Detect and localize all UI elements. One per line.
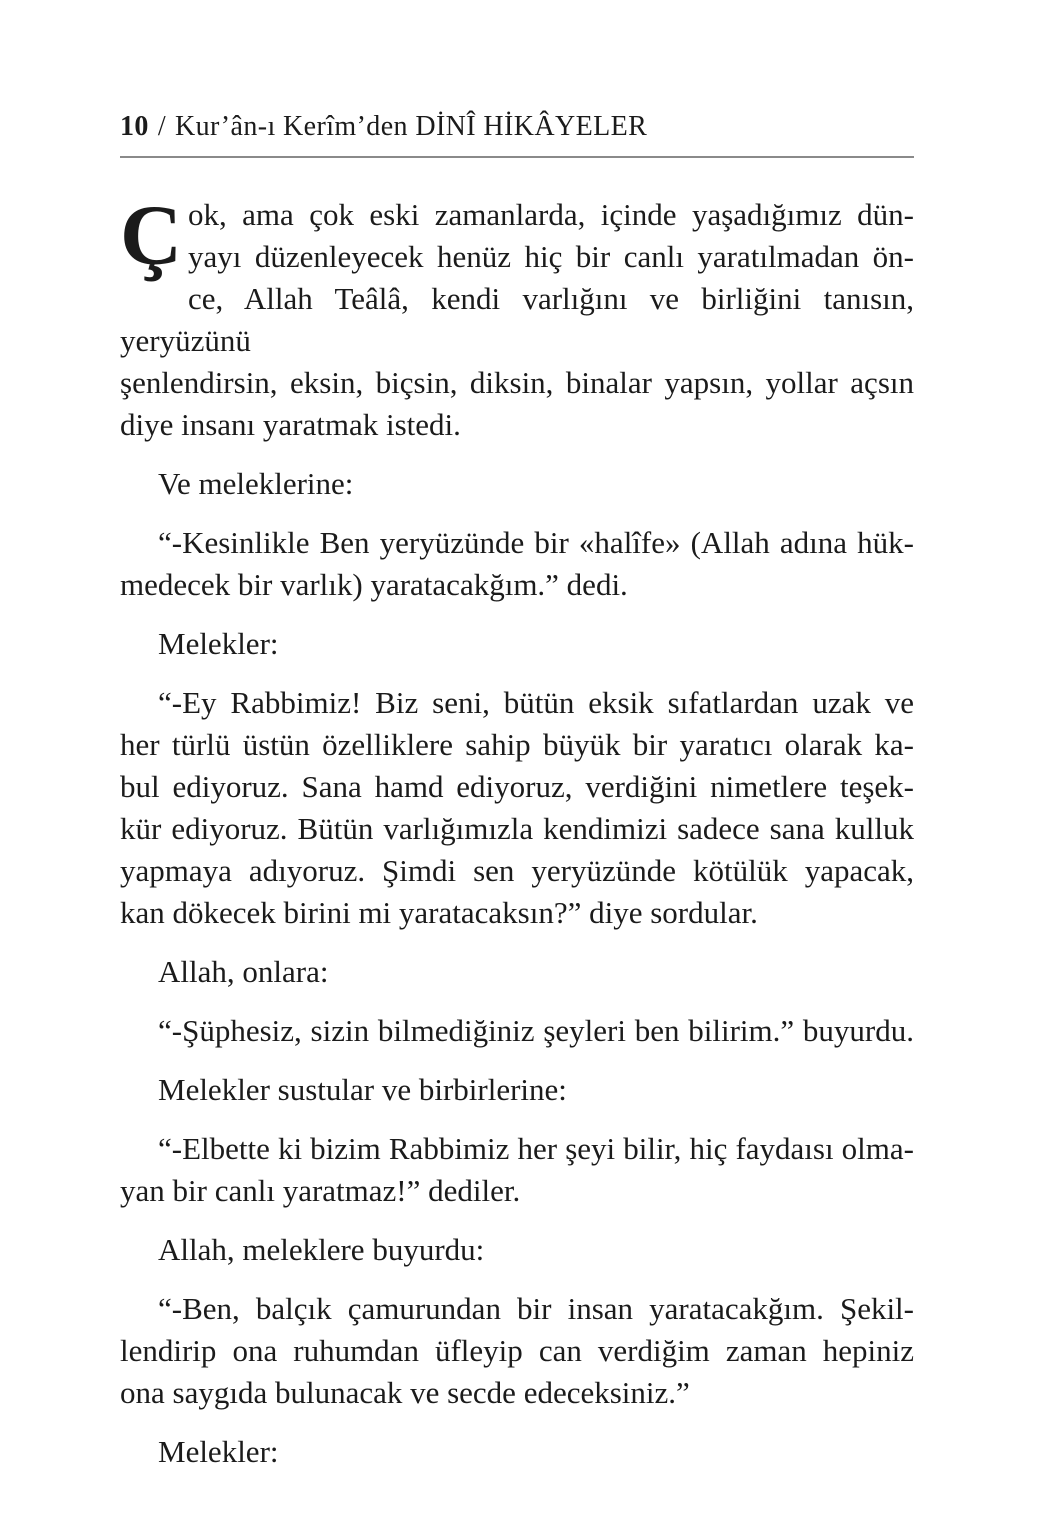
page-header (120, 110, 914, 144)
text-line: “-Şüphesiz, sizin bilmediğiniz şeyleri ben bilirim.” buyurdu. (158, 1013, 914, 1048)
paragraph-narration (120, 463, 914, 505)
text-line: her türlü üstün özelliklere sahip büyük bir yaratıcı olarak ka- (120, 727, 914, 762)
book-title: Kur’ân-ı Kerîm’den DİNÎ HİKÂYELER (175, 111, 648, 142)
text-line: Melekler: (158, 626, 279, 661)
paragraph-narration (120, 1069, 914, 1111)
text-line: yayı düzenleyecek henüz hiç bir canlı yaratılmadan ön- (188, 239, 914, 274)
text-line: “-Ey Rabbimiz! Biz seni, bütün eksik sıfatlardan uzak ve (158, 685, 914, 720)
paragraph-dialogue (120, 1010, 914, 1052)
paragraph-dialogue (120, 682, 914, 934)
text-line: ona saygıda bulunacak ve secde edeceksiniz.” (120, 1375, 690, 1410)
text-line: diye insanı yaratmak istedi. (120, 407, 461, 442)
dropcap-letter: Ç (120, 187, 183, 283)
header-separator: / (157, 111, 166, 142)
page-body (120, 187, 914, 1473)
text-line: “-Ben, balçık çamurundan bir insan yaratacakğım. Şekil- (158, 1291, 914, 1326)
paragraph-narration (120, 1229, 914, 1271)
text-line: Allah, onlara: (158, 954, 329, 989)
paragraph-opening (120, 187, 914, 446)
header-rule (120, 156, 914, 158)
text-line: “-Elbette ki bizim Rabbimiz her şeyi bilir, hiç faydaısı olma- (158, 1131, 914, 1166)
text-line: bul ediyoruz. Sana hamd ediyoruz, verdiğini nimetlere teşek- (120, 769, 914, 804)
text-line: şenlendirsin, eksin, biçsin, diksin, binalar yapsın, yollar açsın (120, 365, 914, 400)
text-line: ce, Allah Teâlâ, kendi varlığını ve birliğini tanısın, yeryüzünü (120, 281, 914, 358)
paragraph-dialogue (120, 1128, 914, 1212)
text-line: Allah, meleklere buyurdu: (158, 1232, 485, 1267)
paragraph-dialogue (120, 1288, 914, 1414)
text-line: medecek bir varlık) yaratacakğım.” dedi. (120, 567, 628, 602)
text-line: yan bir canlı yaratmaz!” dediler. (120, 1173, 521, 1208)
page-content (120, 0, 914, 1473)
paragraph-narration (120, 1431, 914, 1473)
text-line: kür ediyoruz. Bütün varlığımızla kendimizi sadece sana kulluk (120, 811, 914, 846)
page-number: 10 (120, 111, 149, 142)
text-line: Melekler: (158, 1434, 279, 1469)
text-line: lendirip ona ruhumdan üfleyip can verdiğim zaman hepiniz (120, 1333, 914, 1368)
paragraph-narration (120, 623, 914, 665)
text-line: yapmaya adıyoruz. Şimdi sen yeryüzünde kötülük yapacak, (120, 853, 914, 888)
paragraph-dialogue (120, 522, 914, 606)
text-line: Ve meleklerine: (158, 466, 354, 501)
text-line: ok, ama çok eski zamanlarda, içinde yaşadığımız dün- (188, 197, 914, 232)
text-line: kan dökecek birini mi yaratacaksın?” diye sordular. (120, 895, 758, 930)
text-line: “-Kesinlikle Ben yeryüzünde bir «halîfe» (Allah adına hük- (158, 525, 914, 560)
paragraph-narration (120, 951, 914, 993)
text-line: Melekler sustular ve birbirlerine: (158, 1072, 567, 1107)
